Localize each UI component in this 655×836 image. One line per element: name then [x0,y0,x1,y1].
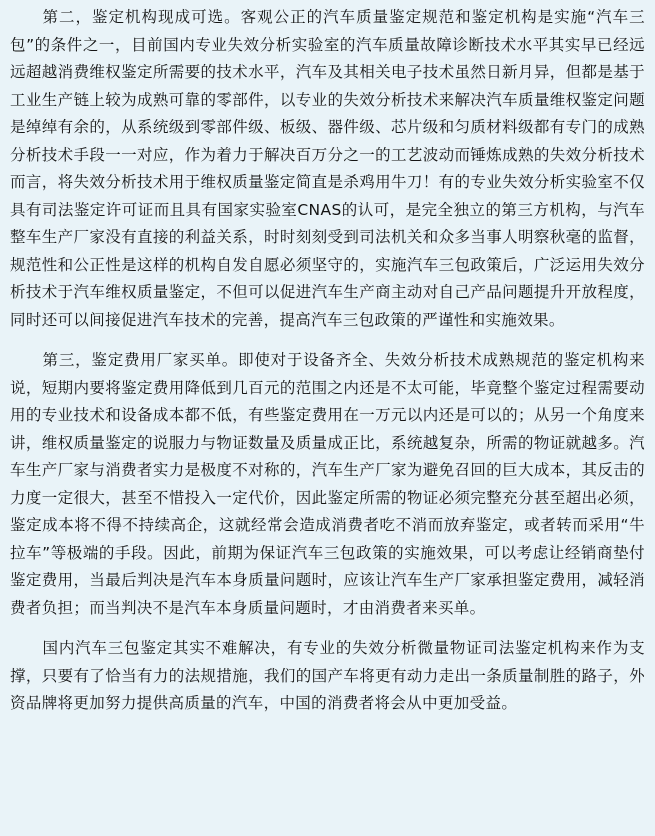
paragraph-appraisal-fees: 第三，鉴定费用厂家买单。即使对于设备齐全、失效分析技术成熟规范的鉴定机构来说，短期内要将鉴定费用降低到几百元的范围之内还是不太可能，毕竟整个鉴定过程需要动用的专业技术和设备成本都不低，有些鉴定费用在一万元以内还是可以的；从另一个角度来讲，维权质量鉴定的说服力与物证数量及质量成正比，系统越复杂，所需的物证就越多。汽车生产厂家与消费者实力是极度不对称的，汽车生产厂家为避免召回的巨大成本，其反击的力度一定很大，甚至不惜投入一定代价，因此鉴定所需的物证必须完整充分甚至超出必须，鉴定成本将不得不持续高企，这就经常会造成消费者吃不消而放弃鉴定，或者转而采用“牛拉车”等极端的手段。因此，前期为保证汽车三包政策的实施效果，可以考虑让经销商垫付鉴定费用，当最后判决是汽车本身质量问题时，应该让汽车生产厂家承担鉴定费用，减轻消费者负担；而当判决不是汽车本身质量问题时，才由消费者来买单。 [10,351,645,617]
paragraph-conclusion: 国内汽车三包鉴定其实不难解决，有专业的失效分析微量物证司法鉴定机构来作为支撑，只要有了恰当有力的法规措施，我们的国产车将更有动力走出一条质量制胜的路子，外资品牌将更加努力提供高质量的汽车，中国的消费者将会从中更加受益。 [10,639,645,712]
paragraph-appraisal-institutions: 第二，鉴定机构现成可选。客观公正的汽车质量鉴定规范和鉴定机构是实施“汽车三包”的条件之一，目前国内专业失效分析实验室的汽车质量故障诊断技术水平其实早已经远远超越消费维权鉴定所需要的技术水平，汽车及其相关电子技术虽然日新月异，但都是基于工业生产链上较为成熟可靠的零部件，以专业的失效分析技术来解决汽车质量维权鉴定问题是绰绰有余的，从系统级到零部件级、板级、器件级、芯片级和匀质材料级都有专门的成熟分析技术手段一一对应，作为着力于解决百万分之一的工艺波动而锤炼成熟的失效分析技术而言，将失效分析技术用于维权质量鉴定简直是杀鸡用牛刀！有的专业失效分析实验室不仅具有司法鉴定许可证而且具有国家实验室CNAS的认可，是完全独立的第三方机构，与汽车整车生产厂家没有直接的利益关系，时时刻刻受到司法机关和众多当事人明察秋毫的监督，规范性和公正性是这样的机构自发自愿必须坚守的，实施汽车三包政策后，广泛运用失效分析技术于汽车维权质量鉴定，不但可以促进汽车生产商主动对自己产品问题提升开放程度，同时还可以间接促进汽车技术的完善，提高汽车三包政策的严谨性和实施效果。 [10,8,645,329]
